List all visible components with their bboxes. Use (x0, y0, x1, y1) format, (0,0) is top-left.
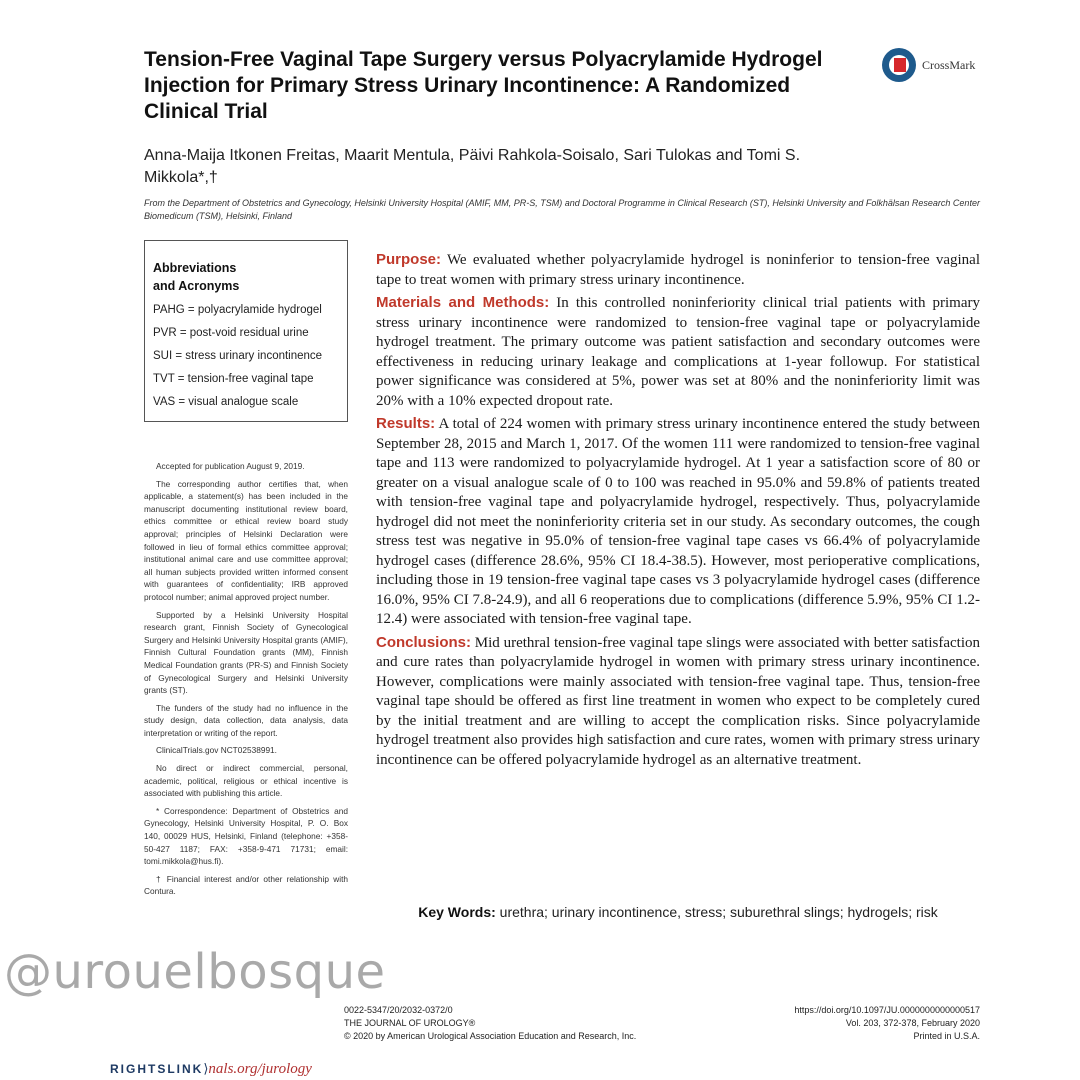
key-words-text: urethra; urinary incontinence, stress; suburethral slings; hydrogels; risk (495, 904, 938, 920)
footer-publication-info (700, 1004, 980, 1043)
note-incentive: No direct or indirect commercial, personal, academic, political, religious or ethical incentive is associated with publishing this article. (144, 763, 348, 799)
journal-name: THE JOURNAL OF UROLOGY® (344, 1018, 476, 1028)
volume-info: Vol. 203, 372-378, February 2020 (845, 1018, 980, 1028)
watermark-handle: @urouelbosque (4, 944, 386, 1000)
key-words (376, 902, 980, 922)
results-text: A total of 224 women with primary stress urinary incontinence entered the study between September 28, 2015 and March 1, 2017. Of the women 111 were randomized to tension-free vaginal tape and 113 were randomized to polyacrylamide hydrogel. At 1 year a satisfaction score of 80 or greater on a visual analogue scale of 0 to 100 was reached in 95.0% and 59.8% of patients treated with tension-free vaginal tape and polyacrylamide hydrogel, respectively. Thus, polyacrylamide hydrogel did not meet the noninferiority criteria set in our study. As secondary outcomes, the cough stress test was negative in 95.0% of tension-free vaginal tape cases vs 66.4% of polyacrylamide hydrogel cases (difference 28.6%, 95% CI 18.4-38.5). However, most perioperative complications, including those in 19 tension-free vaginal tape cases vs 3 polyacrylamide hydrogel cases (difference 16.0%, 95% CI 7.8-24.9), and all 6 reoperations due to complications (difference 5.9%, 95% CI 1.2-12.4) were associated with tension-free vaginal tape. (376, 416, 980, 627)
note-correspondence: * Correspondence: Department of Obstetrics and Gynecology, Helsinki University Hospital, P. O. Box 140, 00029 HUS, Helsinki, Finland (telephone: +358-50-427 1187; FAX: +358-9-471 71731; email: tomi.mikkola@hus.fi). (144, 805, 348, 867)
note-trial-registration: ClinicalTrials.gov NCT02538991. (156, 745, 277, 756)
printed-in: Printed in U.S.A. (913, 1031, 980, 1041)
crossmark-badge[interactable] (882, 48, 1002, 84)
footer-journal-info (344, 1004, 636, 1043)
note-financial-interest: † Financial interest and/or other relationship with Contura. (144, 873, 348, 897)
abbreviation-item: PAHG = polyacrylamide hydrogel (153, 304, 322, 316)
abstract (376, 250, 980, 773)
abbreviation-item: PVR = post-void residual urine (153, 327, 309, 339)
abstract-purpose (376, 250, 980, 290)
note-funders: The funders of the study had no influence in the study design, data collection, data analysis, data interpretation or writing of the report. (144, 702, 348, 738)
conclusions-text: Mid urethral tension-free vaginal tape slings were associated with better satisfaction and cure rates than polyacrylamide hydrogel in women with primary stress urinary incontinence. However, complications were mainly associated with tension-free vaginal tape. Thus, tension-free vaginal tape should be offered as first line treatment in women who expect to be completely cured by the initial treatment and are willing to accept the complication risks. Since polyacrylamide hydrogel treatment also provides high satisfaction and cure rates, women with primary stress urinary incontinence can be offered polyacrylamide hydrogel as an alternative treatment. (376, 634, 980, 768)
doi-link[interactable]: https://doi.org/10.1097/JU.0000000000000517 (794, 1005, 980, 1015)
purpose-text: We evaluated whether polyacrylamide hydrogel is noninferior to tension-free vaginal tape to treat women with primary stress urinary incontinence. (376, 252, 980, 288)
article-title: Tension-Free Vaginal Tape Surgery versus Polyacrylamide Hydrogel Injection for Primary Stress Urinary Incontinence: A Randomized Clinical Trial (144, 48, 823, 123)
abstract-conclusions (376, 633, 980, 771)
rightslink-logo: RIGHTSLINK (110, 1062, 204, 1076)
results-heading: Results: (376, 415, 436, 432)
purpose-heading: Purpose: (376, 251, 442, 268)
abbreviations-title: Abbreviations and Acronyms (153, 261, 240, 293)
rightslink-arrow-icon: ⟩ (203, 1062, 209, 1077)
journal-url-link[interactable]: nals.org/jurology (208, 1061, 312, 1077)
rightslink-bar[interactable] (110, 1060, 312, 1078)
abbreviation-item: SUI = stress urinary incontinence (153, 350, 323, 362)
crossmark-icon (882, 48, 916, 82)
abbreviations-box (144, 240, 348, 422)
crossmark-label: CrossMark (922, 58, 976, 72)
abstract-results (376, 414, 980, 630)
copyright: © 2020 by American Urological Association Education and Research, Inc. (344, 1031, 637, 1041)
affiliation: From the Department of Obstetrics and Gynecology, Helsinki University Hospital (AMIF, MM, PR-S, TSM) and Doctoral Programme in Clinical Research (ST), Helsinki University and Folkhälsan Research Center Biomedicum (TSM), Helsinki, Finland (144, 198, 980, 221)
abbreviation-item: VAS = visual analogue scale (153, 396, 299, 408)
key-words-label: Key Words: (418, 904, 496, 920)
note-funding: Supported by a Helsinki University Hospital research grant, Finnish Society of Gynecological Surgery and Helsinki University Hospital grants (AMIF), Finnish Cultural Foundation grants (MM), Finnish Medical Foundation grants (PR-S) and Finnish Society of Gynecological Surgery and Helsinki University grants (ST). (144, 609, 348, 696)
abstract-methods (376, 293, 980, 411)
methods-heading: Materials and Methods: (376, 294, 550, 311)
note-accepted: Accepted for publication August 9, 2019. (156, 461, 305, 471)
author-list: Anna-Maija Itkonen Freitas, Maarit Mentula, Päivi Rahkola-Soisalo, Sari Tulokas and Tomi S. Mikkola*,† (144, 147, 801, 186)
abbreviation-item: TVT = tension-free vaginal tape (153, 373, 314, 385)
methods-text: In this controlled noninferiority clinical trial patients with primary stress urinary incontinence were randomized to tension-free vaginal tape or polyacrylamide hydrogel treatment. The primary outcome was patient satisfaction and secondary outcomes were effectiveness in reducing urinary leakage and complications at 1-year followup. For statistical power significance was considered at 5%, power was set at 80% and the noninferiority limit was 20% with a 10% expected dropout rate. (376, 295, 980, 409)
article-notes (144, 460, 348, 903)
conclusions-heading: Conclusions: (376, 633, 472, 651)
note-ethics: The corresponding author certifies that, when applicable, a statement(s) has been included in the manuscript documenting institutional review board, ethics committee or ethical review board study approval; principles of Helsinki Declaration were followed in lieu of formal ethics committee approval; institutional animal care and use committee approval; all human subjects provided written informed consent with guarantees of confidentiality; IRB approved protocol number; animal approved project number. (144, 478, 348, 602)
issn-code: 0022-5347/20/2032-0372/0 (344, 1005, 453, 1015)
